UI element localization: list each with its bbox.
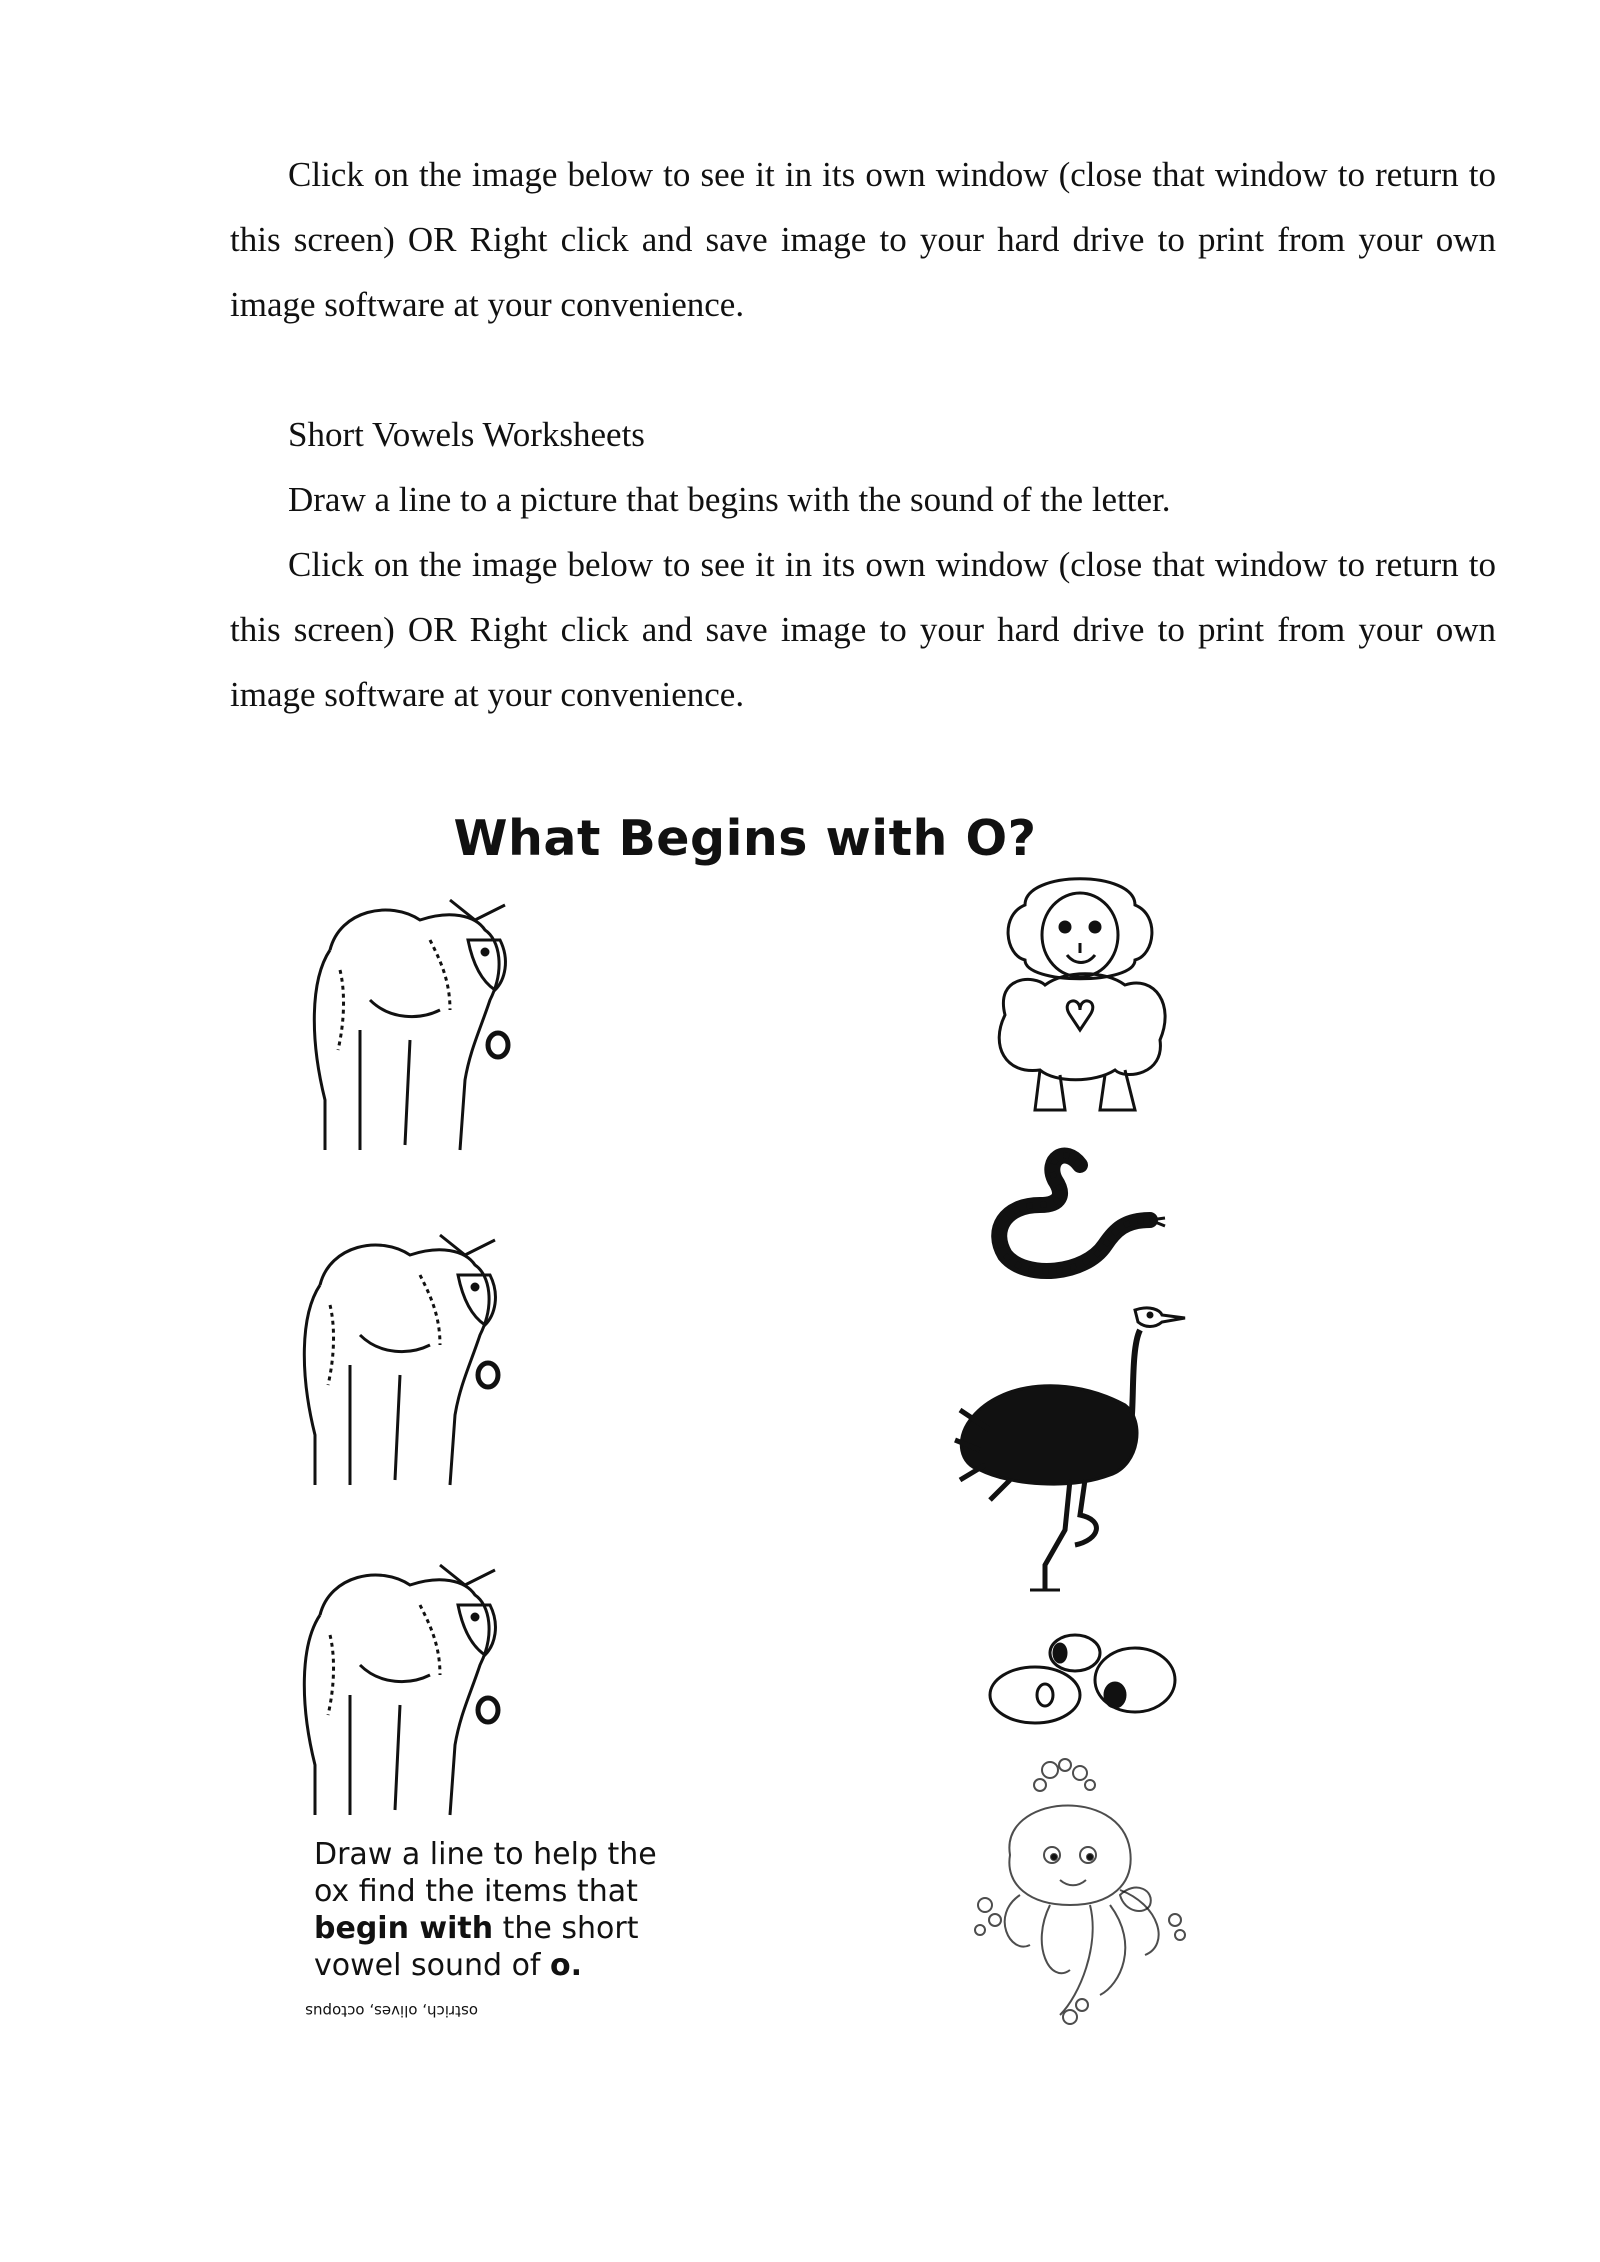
instructions-line-2: ox find the items that (314, 1874, 638, 1909)
paragraph-2 (230, 532, 1496, 727)
ox-icon[interactable] (290, 1215, 530, 1495)
olives-icon[interactable] (985, 1625, 1185, 1735)
paragraph-2-rest: return to this screen) OR Right click and save image to your hard drive to print from your own image software at your convenience. (230, 545, 1496, 714)
instructions-line-4 (314, 1947, 657, 1984)
instruction-text: Draw a line to a picture that begins with the sound of the letter. (288, 480, 1171, 519)
worksheet-title[interactable]: What Begins with O? (453, 810, 1037, 867)
worksheet-instructions (314, 1836, 657, 1984)
ostrich-icon[interactable] (950, 1300, 1210, 1600)
section-heading: Short Vowels Worksheets (288, 415, 645, 454)
instructions-line-1: Draw a line to help the (314, 1837, 657, 1872)
ox-icon[interactable] (290, 1545, 530, 1825)
paragraph-1-line-1: Click on the image below to see it in its own window (close that window to (288, 155, 1365, 194)
octopus-icon[interactable] (970, 1755, 1200, 2035)
paragraph-1 (230, 142, 1496, 337)
paragraph-1-rest: return to this screen) OR Right click and save image to your hard drive to print from your own image software at your convenience. (230, 155, 1496, 324)
snake-icon[interactable] (985, 1150, 1165, 1280)
sheep-icon[interactable] (985, 865, 1185, 1125)
paragraph-2-line-1: Click on the image below to see it in its own window (close that window to (288, 545, 1365, 584)
letter-o-3 (478, 1698, 498, 1722)
instructions-line-3 (314, 1910, 657, 1947)
ox-icon[interactable] (300, 880, 540, 1160)
letter-o-2 (478, 1363, 498, 1387)
letter-o-1 (488, 1033, 508, 1057)
answer-key-upside-down: ostrich, olives, octopus (305, 2002, 478, 2020)
instructions-short: the short (493, 1911, 639, 1946)
instructions-vowel-sound: vowel sound of (314, 1948, 551, 1983)
instructions-bold-begin-with: begin with (314, 1911, 494, 1946)
instructions-bold-o: o. (550, 1948, 583, 1983)
